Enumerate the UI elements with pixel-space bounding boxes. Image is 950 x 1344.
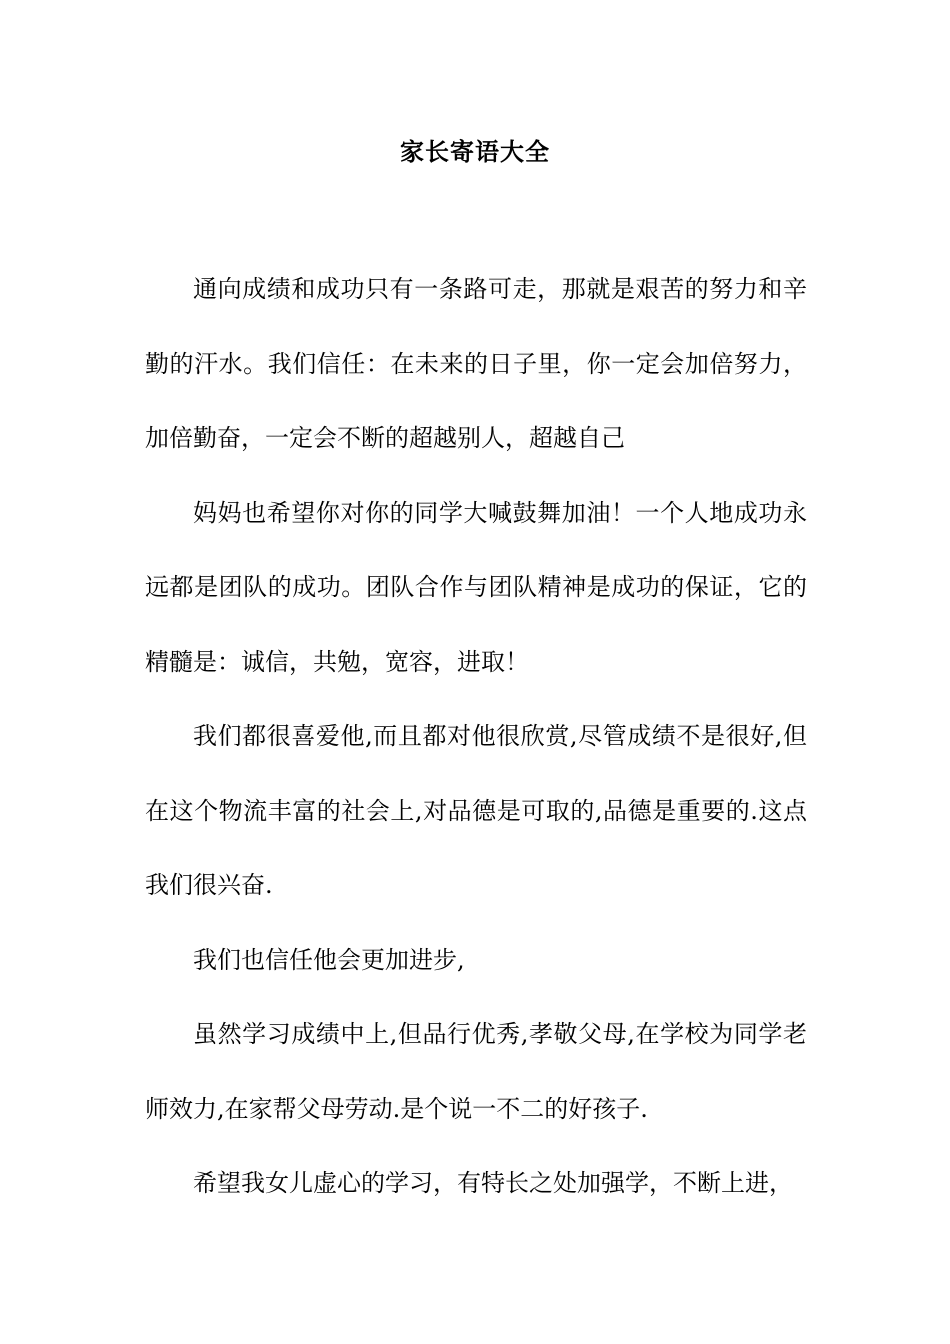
document-title: 家长寄语大全 — [400, 137, 550, 166]
paragraph-4: 我们也信任他会更加进步, — [193, 945, 465, 974]
paragraph-6: 希望我女儿虚心的学习，有特长之处加强学，不断上进， — [193, 1169, 793, 1197]
paragraph-5: 虽然学习成绩中上,但品行优秀,孝敬父母,在学校为同学老师效力,在家帮父母劳动.是个说一不二的好孩子. — [145, 1020, 807, 1123]
paragraph-3: 我们都很喜爱他,而且都对他很欣赏,尽管成绩不是很好,但在这个物流丰富的社会上,对品德是可取的,品德是重要的.这点我们很兴奋. — [145, 722, 807, 899]
paragraph-2: 妈妈也希望你对你的同学大喊鼓舞加油！一个人地成功永远都是团队的成功。团队合作与团队精神是成功的保证，它的精髓是：诚信，共勉，宽容，进取！ — [145, 498, 807, 676]
paragraph-1: 通向成绩和成功只有一条路可走，那就是艰苦的努力和辛勤的汗水。我们信任：在未来的日子里，你一定会加倍努力，加倍勤奋，一定会不断的超越别人，超越自己 — [145, 275, 807, 452]
document-body — [145, 252, 807, 1221]
